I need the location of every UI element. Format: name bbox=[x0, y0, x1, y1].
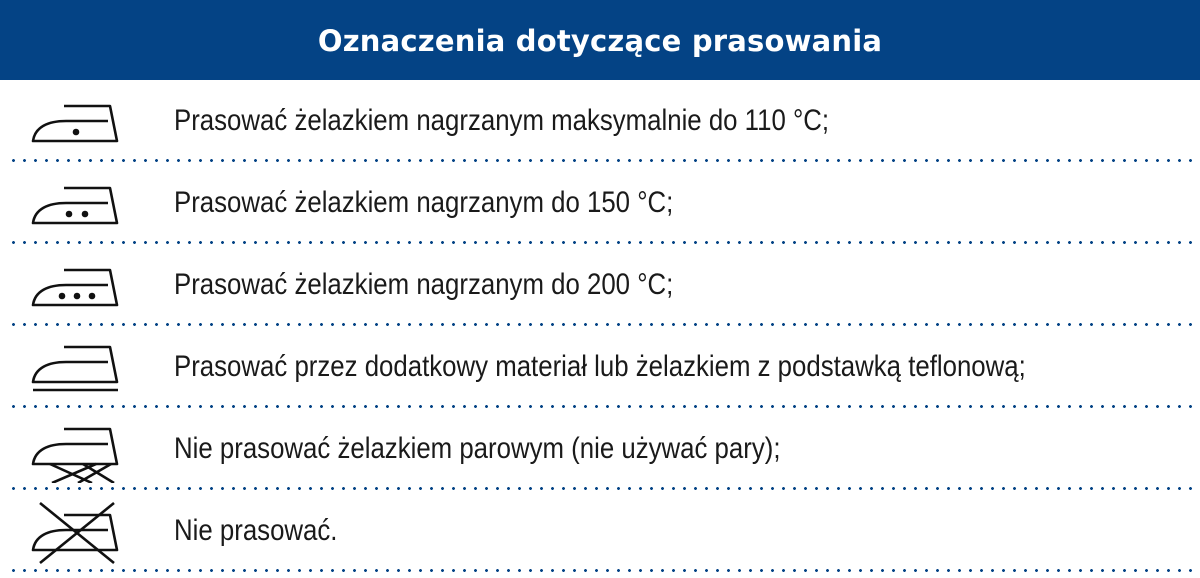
list-item bbox=[0, 326, 1200, 408]
list-item-label: Prasować przez dodatkowy materiał lub żelazkiem z podstawką teflonową; bbox=[174, 350, 1026, 383]
iron-with-cloth-icon bbox=[26, 337, 126, 401]
list-item bbox=[0, 408, 1200, 490]
list-item bbox=[0, 244, 1200, 326]
list-item-label: Prasować żelazkiem nagrzanym do 150 °C; bbox=[174, 186, 674, 219]
list-item-label: Nie prasować. bbox=[174, 514, 338, 547]
iron-two-dots-icon bbox=[26, 173, 126, 237]
do-not-iron-icon bbox=[26, 501, 126, 565]
list-item bbox=[0, 490, 1200, 572]
list-item-label: Prasować żelazkiem nagrzanym maksymalnie do 110 °C; bbox=[174, 104, 830, 137]
page-title: Oznaczenia dotyczące prasowania bbox=[317, 24, 883, 58]
ironing-symbols-list bbox=[0, 80, 1200, 572]
list-item bbox=[0, 162, 1200, 244]
iron-three-dots-icon bbox=[26, 255, 126, 319]
no-steam-iron-icon bbox=[26, 419, 126, 483]
list-item-label: Nie prasować żelazkiem parowym (nie używać pary); bbox=[174, 432, 781, 465]
header-banner bbox=[0, 0, 1200, 80]
iron-one-dot-icon bbox=[26, 91, 126, 155]
list-item-label: Prasować żelazkiem nagrzanym do 200 °C; bbox=[174, 268, 674, 301]
list-item bbox=[0, 80, 1200, 162]
